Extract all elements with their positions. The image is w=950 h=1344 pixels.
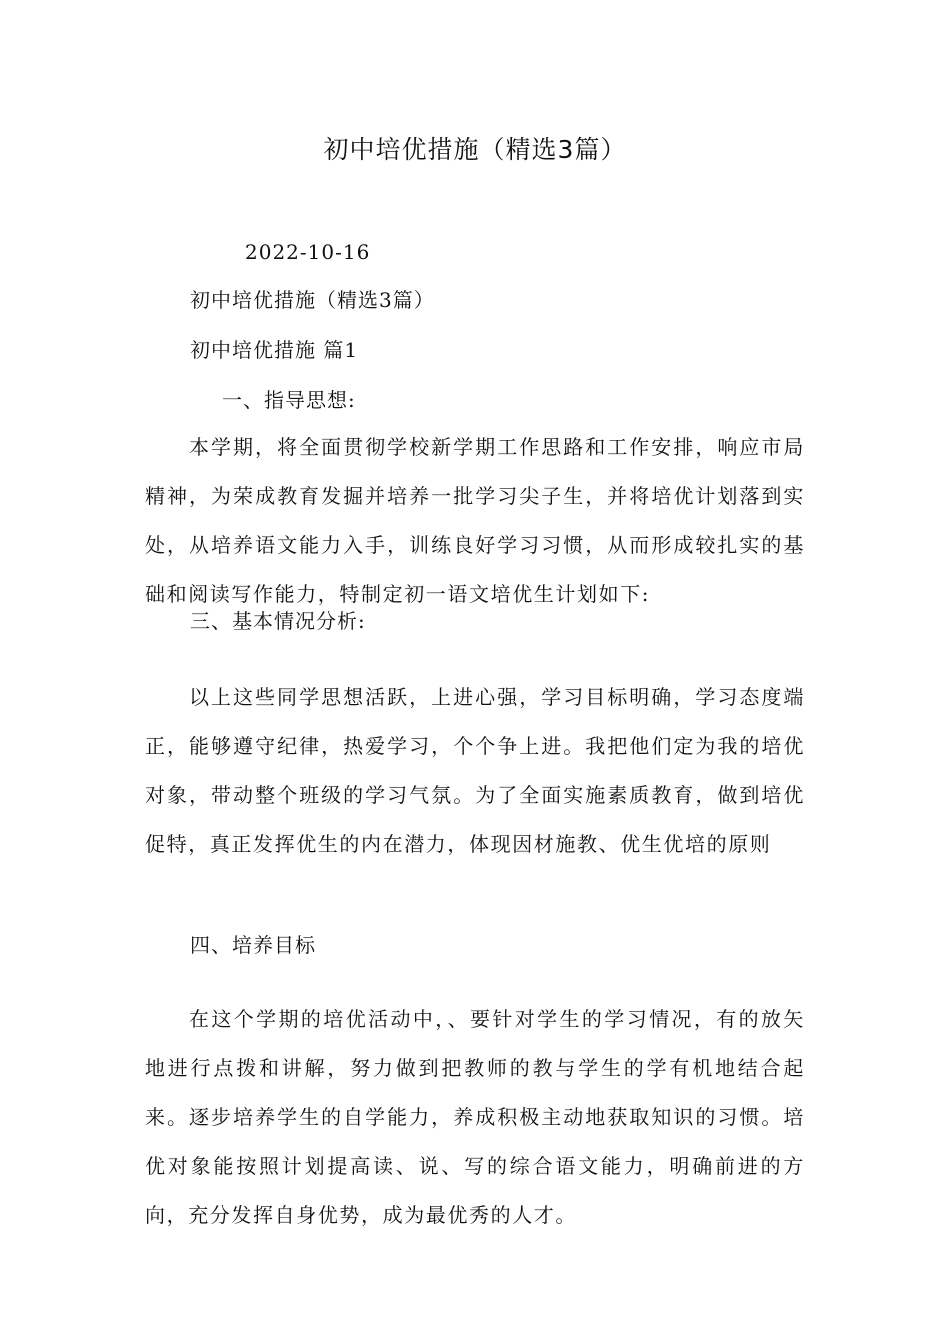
heading-situation-analysis: 三、基本情况分析: [190, 609, 366, 633]
document-subtitle: 初中培优措施（精选3篇） [190, 288, 435, 312]
heading-training-goals: 四、培养目标 [190, 933, 316, 957]
section-label: 初中培优措施 篇1 [190, 338, 359, 362]
heading-guiding-ideology: 一、指导思想: [222, 388, 356, 412]
paragraph-training-goals: 在这个学期的培优活动中，、要针对学生的学习情况，有的放矢地进行点拨和讲解，努力做到把教师的教与学生的学有机地结合起来。逐步培养学生的自学能力，养成积极主动地获取知识的习惯。培优对象能按照计划提高读、说、写的综合语文能力，明确前进的方向，充分发挥自身优势，成为最优秀的人才。 [145, 1007, 805, 1227]
paragraph-situation-analysis: 以上这些同学思想活跃，上进心强，学习目标明确，学习态度端正，能够遵守纪律，热爱学习，个个争上进。我把他们定为我的培优对象，带动整个班级的学习气氛。为了全面实施素质教育，做到培优促特，真正发挥优生的内在潜力，体现因材施教、优生优培的原则 [145, 685, 805, 856]
paragraph-guiding-ideology: 本学期，将全面贯彻学校新学期工作思路和工作安排，响应市局精神，为荣成教育发掘并培养一批学习尖子生，并将培优计划落到实处，从培养语文能力入手，训练良好学习习惯，从而形成较扎实的基础和阅读写作能力，特制定初一语文培优生计划如下: [145, 435, 805, 606]
document-title: 初中培优措施（精选3篇） [323, 135, 627, 164]
document-date: 2022-10-16 [245, 240, 371, 264]
